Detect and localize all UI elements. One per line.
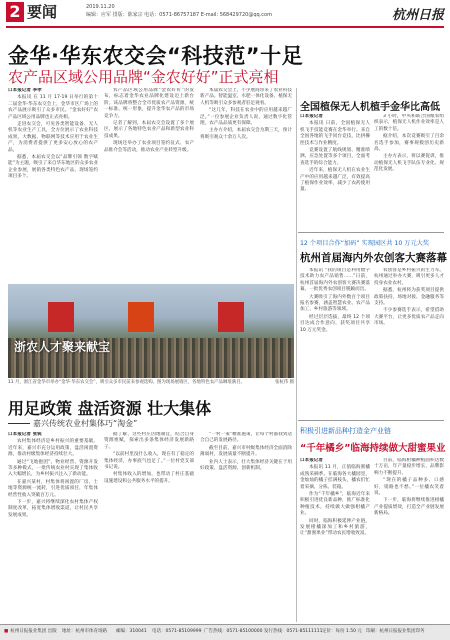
right2-headline: 杭州首届海内外农创客大赛落幕 bbox=[300, 252, 447, 264]
banner-shape bbox=[128, 302, 154, 332]
column-divider bbox=[296, 88, 297, 622]
footer-bar bbox=[0, 624, 450, 640]
dash-rule bbox=[8, 423, 30, 424]
section-rule bbox=[298, 420, 444, 421]
story2-subheadline bbox=[8, 418, 137, 429]
lead-photo bbox=[8, 284, 294, 378]
story2-paragraph: 业内人士表示，壮大集体经济关键在于用好政策、盘活资源、创新机制。 bbox=[200, 459, 292, 472]
story2-paragraph: 下一步，嘉兴将继续深化农村集体产权制度改革，拓宽集体增收渠道，让村民共享发展成果。 bbox=[8, 500, 98, 518]
lead-paragraph: 农产品区域公用品牌“金农好好”的发布，标志着金华农业品牌化建设迈上新台阶。该品牌将整合全市优质农产品资源，统一标准、统一形象，提升金华农产品的市场竞争力。 bbox=[104, 88, 194, 119]
editor-info: 编辑：应军 排版：陈家宗 电话：0571-86757187 E-mail: 568429720@qq.com bbox=[86, 12, 272, 18]
footer-cell: 邮编：310041 bbox=[116, 629, 147, 634]
lead-subheadline: 农产品区域公用品牌“金农好好”正式亮相 bbox=[8, 68, 279, 86]
right1-column-2 bbox=[374, 114, 444, 228]
story2-paragraph: 在嘉兴某村，村集体将闲置的厂房、土地等资源统一流转，引进优质项目，年集体经营性收入突破百万元。 bbox=[8, 479, 98, 498]
lead-paragraph: 据悉，本届农交会以“品牌引领 数字赋能”为主题，吸引了来自华东地区的众多农业企业参展，展销各类特色农产品，现场签约项目多个。 bbox=[8, 155, 98, 180]
right3-paragraph: 下一步，临海将继续推进柑橘产业提质增效，打造全产业链发展新格局。 bbox=[374, 498, 444, 517]
footer-logo-icon: ■ bbox=[4, 629, 9, 634]
story2-column-2 bbox=[104, 432, 194, 622]
lead-paragraph: 记者了解到，本届农交会设置了多个展区，展示了各地特色农业产品和新型农业科技成果。 bbox=[104, 121, 194, 139]
right2-paragraph: 据悉，杭州将为获奖项目提供政策扶持、场地对接、金融服务等支持。 bbox=[374, 288, 444, 307]
lead-headline: 金华·华东农交会“科技范”十足 bbox=[8, 44, 304, 68]
footer-cell: 发行热线：0571-85111111 bbox=[264, 629, 323, 634]
right2-column-1 bbox=[300, 268, 370, 416]
photo-credit: 张杭伟 摄 bbox=[275, 380, 294, 385]
right1-paragraph: 竞赛设置了航线规划、精准喷洒、应急处置等多个项目，全面考查选手的综合能力。 bbox=[300, 148, 370, 166]
banner-shape bbox=[48, 302, 74, 332]
story2-paragraph: 村集体收入的增加，也带动了村庄基础设施建设和公共服务水平的提升。 bbox=[104, 472, 194, 484]
story2-paragraph: 农村集体经济是乡村振兴的重要基础。近年来，嘉兴市充分运用政策，盘活闲置资源，推动村级集体经济持续壮大。 bbox=[8, 439, 98, 458]
right1-paragraph: 近年来，植保无人机在农业生产中的应用越来越广泛，有效提高了植保作业效率，减少了农药使用量。 bbox=[300, 168, 370, 193]
right1-paragraph: 3 小时，中央和联合国粮农组织表示，植保无人机作业效率是人工的数十倍。 bbox=[374, 114, 444, 132]
right2-paragraph: 大赛吸引了海内外数百个项目报名参赛，涵盖智慧农业、农产品加工、乡村旅游等领域。 bbox=[300, 294, 370, 313]
right2-column-2 bbox=[374, 268, 444, 416]
right2-paragraph: 农创客是乡村振兴的生力军。杭州通过举办大赛，吸引更多人才投身农业农村。 bbox=[374, 268, 444, 286]
right3-paragraph: 同时，临海积极延伸产业链，发展柑橘深加工和乡村旅游，让“甜蜜果业”带动农民增收致富。 bbox=[300, 518, 370, 537]
photo-overlay-text: 浙农人才聚来献宝 bbox=[14, 340, 111, 354]
section-rule bbox=[298, 232, 444, 233]
lead-paragraph: 走进农交会，可见各类智能设备、无人机等农业生产工具，全方位展示了农业科技成果。大数据、物联网等技术应用于农业生产，为消费者提供了更多安心放心的农产品。 bbox=[8, 122, 98, 153]
masthead bbox=[0, 0, 450, 26]
lead-column-1 bbox=[8, 88, 98, 280]
story2-paragraph: “一村一策”精准施策，让每个村都找到适合自己的发展路径。 bbox=[200, 432, 292, 444]
masthead-meta bbox=[86, 3, 272, 19]
story2-paragraph: 通过“飞地抱团”、物业经营、资源开发等多种模式，一批传统农业村实现了集体收入大幅增长，为乡村振兴注入了新动能。 bbox=[8, 459, 98, 478]
right1-headline: 全国植保无人机植手金华比高低 bbox=[300, 102, 440, 113]
story2-paragraph: 据了解，这些村庄因地制宜，结合自身资源禀赋，探索出多条集体经济发展新路子。 bbox=[104, 432, 194, 450]
right2-paragraph: 不少参赛选手表示，希望借助大赛平台，让更多优质农产品走向市场。 bbox=[374, 308, 444, 327]
section-title: 要闻 bbox=[27, 3, 58, 21]
right3-column-1 bbox=[300, 458, 370, 622]
right1-column-1 bbox=[300, 114, 370, 228]
story2-paragraph: 截至目前，嘉兴市村级集体经济全面消除薄弱村，发展质量不断提升。 bbox=[200, 445, 292, 458]
right1-byline: 口本报记者 bbox=[300, 114, 323, 119]
right3-headline: “千年橘乡”临海持续做大甜蜜果业 bbox=[300, 443, 446, 454]
right1-paragraph: 据介绍，本次竞赛吸引了百余名选手参加，赛事规模创历史新高。 bbox=[374, 134, 444, 153]
footer-cell: 电话：0571-85109999 bbox=[152, 629, 202, 634]
right2-paragraph: 经过层层选拔，最终 12 个项目达成合作意向，获奖项目共享 10 万元奖金。 bbox=[300, 314, 370, 333]
lead-paragraph: 本届农交会上，不少展商带来了农业科技新产品。智能温室、水肥一体化设备、植保无人机等吸引众多参观者驻足观看。 bbox=[200, 88, 292, 106]
paper-name: 杭州日报 bbox=[391, 8, 444, 23]
photo-caption bbox=[8, 380, 294, 386]
banner-shape bbox=[218, 302, 244, 332]
footer-cell: 定价：每份 1.50 元 bbox=[322, 629, 362, 634]
right3-paragraph: 目前，临海柑橘种植面积达数十万亩，年产量稳步增长，品牌影响力不断提升。 bbox=[374, 458, 444, 476]
right3-column-2 bbox=[374, 458, 444, 622]
right2-paragraph: 本报讯 “我的项目是利用数字技术助力农产品销售……”日前，杭州首届海内外农创客大赛决赛落幕，一批优秀农创项目脱颖而出。 bbox=[300, 268, 370, 293]
lead-paragraph: 主办方介绍，本届农交会为期三天，预计将吸引观众十余万人次。 bbox=[200, 128, 292, 140]
right3-paragraph: 作为“千年橘乡”，临海近年来积极引进优良新品种，推广标准化种植技术，持续做大做强柑橘产业。 bbox=[300, 492, 370, 517]
story2-subheadline-text: 嘉兴传统农业村集体巧“淘金” bbox=[33, 419, 138, 428]
issue-date: 2019.11.20 bbox=[86, 4, 115, 10]
right3-paragraph: 本报讯 11 月，正值临海蜜橘成熟采摘季。在临海各大橘园里，金灿灿的橘子挂满枝头，橘农们忙着采摘、分拣、装箱。 bbox=[300, 465, 370, 490]
lead-column-2 bbox=[104, 88, 194, 280]
lead-paragraph: 本报讯 在 11 月 17-19 日举行的第十二届金华·华东农交会上，金华市区广场上的农产品展示吸引了众多市民。“金农好好”农产品区域公用品牌也正式亮相。 bbox=[8, 95, 98, 120]
story2-column-1 bbox=[8, 432, 98, 622]
footer-cell: 地址：杭州市体育场路 bbox=[62, 629, 107, 634]
story2-headline: 用足政策 盘活资源 壮大集体 bbox=[8, 399, 212, 418]
lead-paragraph: 现场还举办了农业项目签约仪式、农产品推介会等活动，推动农业产业转型升级。 bbox=[104, 141, 194, 153]
right1-paragraph: 主办方表示，将以赛促训，推动植保无人机飞手队伍专业化、规范化发展。 bbox=[374, 154, 444, 173]
footer-cell: ■ 杭州日报报业集团 出版 bbox=[4, 629, 57, 634]
right3-paragraph: “现在的橘子品种多、口感好，销路也不愁。”一位橘农笑着说。 bbox=[374, 478, 444, 497]
footer-cell: 广告热线：0571-85100000 bbox=[204, 629, 263, 634]
right3-kicker: 积极引进新品种打造金产业链 bbox=[300, 427, 391, 435]
right2-kicker: 12 个项目合作“加码” 实现园区共 10 万元大奖 bbox=[300, 240, 430, 247]
lead-column-3 bbox=[200, 88, 292, 280]
lead-paragraph: “这几年，科技在农业中的应用越来越广泛。”一位参展企业负责人说，通过数字化管理，农产品品质更有保障。 bbox=[200, 108, 292, 127]
masthead-rule bbox=[6, 26, 444, 28]
story2-column-3 bbox=[200, 432, 292, 622]
right1-paragraph: 本报讯 日前，全国植保无人机飞手技能竞赛在金华举行。来自全国各地的飞手同台竞技，比拼操控技术与作业精度。 bbox=[300, 121, 370, 146]
footer-cell: 印刷：杭州日报报业集团印务 bbox=[366, 629, 425, 634]
lead-byline: 口本报记者 李孝 bbox=[8, 88, 42, 93]
page-number: 2 bbox=[6, 2, 24, 22]
story2-byline: 口本报记者 张锐 bbox=[8, 432, 42, 437]
photo-caption-text: 11 月，浙江省金华市举办“金华·华东农交会”，吸引众多市民前来参观选购。图为现场展销区，各地特色农产品琳琅满目。 bbox=[8, 380, 245, 385]
story2-paragraph: “以前村里没什么收入，现在有了稳定的集体经济，办事底气也足了。”一位村党支部书记说。 bbox=[104, 452, 194, 471]
right3-byline: 口本报记者 bbox=[300, 458, 323, 463]
